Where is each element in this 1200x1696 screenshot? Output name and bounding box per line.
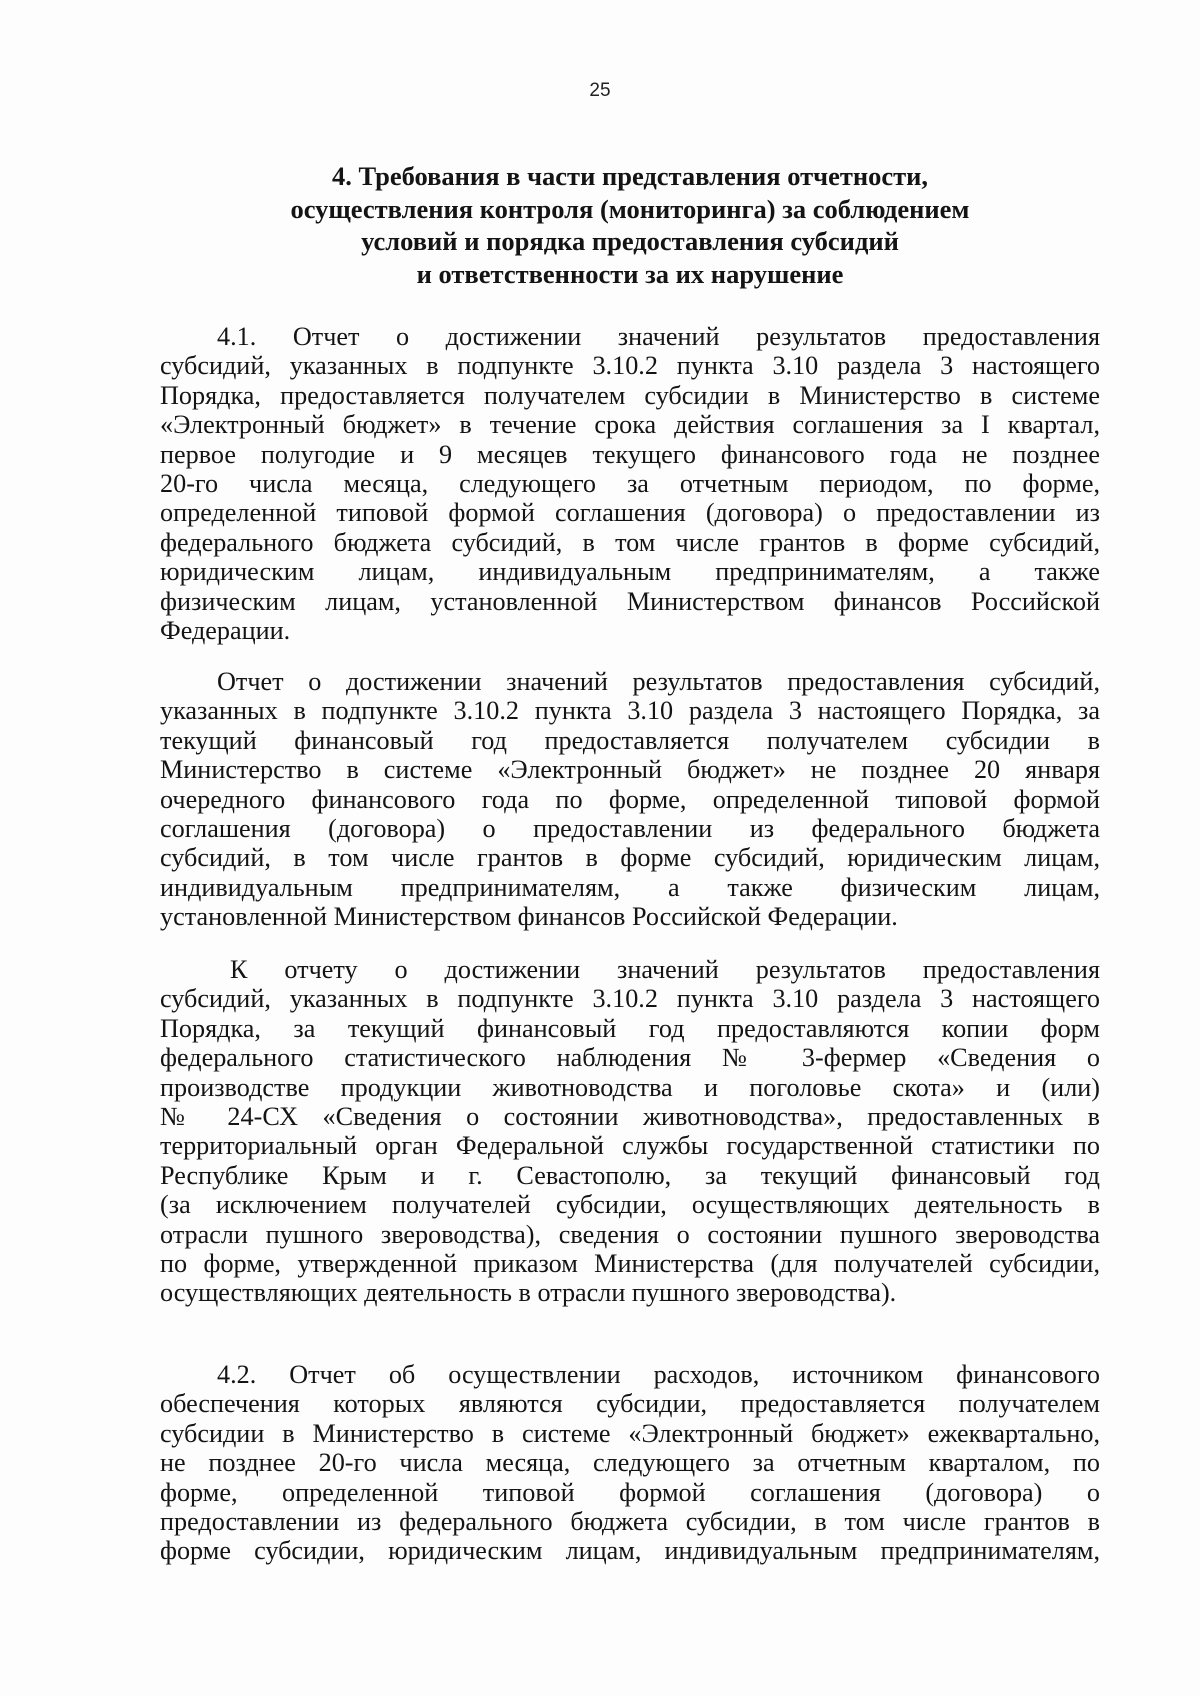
- paragraph-4-2: [160, 1360, 1100, 1566]
- text-line: физическим лицам, установленной Министерством финансов Российской: [160, 586, 1100, 616]
- text-line: определенной типовой формой соглашения (договора) о предоставлении из: [160, 498, 1100, 528]
- heading-line: условий и порядка предоставления субсидий: [361, 226, 899, 256]
- text-line: обеспечения которых являются субсидии, предоставляется получателем: [160, 1389, 1100, 1419]
- text-line: субсидий, указанных в подпункте 3.10.2 пункта 3.10 раздела 3 настоящего: [160, 351, 1100, 381]
- text-line: Порядка, предоставляется получателем субсидии в Министерство в системе: [160, 380, 1100, 410]
- text-line: К отчету о достижении значений результатов предоставления: [230, 955, 1100, 984]
- text-line: текущий финансовый год предоставляется получателем субсидии в: [160, 725, 1100, 755]
- text-line: установленной Министерством финансов Российской Федерации.: [160, 902, 898, 932]
- text-line: субсидий, указанных в подпункте 3.10.2 пункта 3.10 раздела 3 настоящего: [160, 984, 1100, 1014]
- paragraph-report-attachments: [160, 955, 1100, 1308]
- text-line: Порядка, за текущий финансовый год предоставляются копии форм: [160, 1013, 1100, 1043]
- text-line: осуществляющих деятельность в отрасли пушного звероводства).: [160, 1278, 897, 1308]
- text-line: территориальный орган Федеральной службы государственной статистики по: [160, 1131, 1100, 1161]
- text-line: отрасли пушного звероводства), сведения о состоянии пушного звероводства: [160, 1219, 1100, 1249]
- text-line: федерального бюджета субсидий, в том числе грантов в форме субсидий,: [160, 527, 1100, 557]
- paragraph-annual-report: [160, 667, 1100, 932]
- text-line: федерального статистического наблюдения № 3-фермер «Сведения о: [160, 1043, 1100, 1073]
- heading-line: осуществления контроля (мониторинга) за соблюдением: [290, 193, 970, 224]
- text-line: Федерации.: [160, 615, 291, 645]
- text-line: № 24-СХ «Сведения о состоянии животноводства», предоставленных в: [160, 1101, 1100, 1131]
- text-line: 4.2. Отчет об осуществлении расходов, источником финансового: [217, 1360, 1100, 1389]
- heading-line: и ответственности за их нарушение: [416, 258, 844, 289]
- text-line: 20-го числа месяца, следующего за отчетным периодом, по форме,: [160, 468, 1100, 498]
- text-line: субсидий, в том числе грантов в форме субсидий, юридическим лицам,: [160, 843, 1100, 873]
- text-line: указанных в подпункте 3.10.2 пункта 3.10 раздела 3 настоящего Порядка, за: [160, 696, 1100, 726]
- paragraph-4-1: [160, 322, 1100, 645]
- text-line: Министерство в системе «Электронный бюджет» не позднее 20 января: [160, 755, 1100, 785]
- heading-line: 4. Требования в части представления отчетности,: [331, 161, 929, 191]
- text-line: соглашения (договора) о предоставлении из федерального бюджета: [160, 813, 1100, 843]
- text-line: Республике Крым и г. Севастополю, за текущий финансовый год: [160, 1160, 1100, 1190]
- text-line: форме, определенной типовой формой соглашения (договора) о: [160, 1477, 1100, 1507]
- text-line: 4.1. Отчет о достижении значений результатов предоставления: [217, 322, 1100, 351]
- text-line: «Электронный бюджет» в течение срока действия соглашения за I квартал,: [160, 410, 1100, 440]
- text-line: предоставлении из федерального бюджета субсидии, в том числе грантов в: [160, 1506, 1100, 1536]
- page-number: 25: [589, 80, 611, 101]
- text-line: очередного финансового года по форме, определенной типовой формой: [160, 784, 1100, 814]
- text-line: (за исключением получателей субсидии, осуществляющих деятельность в: [160, 1190, 1100, 1220]
- text-line: производстве продукции животноводства и поголовье скота» и (или): [160, 1072, 1100, 1102]
- text-line: субсидии в Министерство в системе «Электронный бюджет» ежеквартально,: [160, 1418, 1100, 1448]
- text-line: первое полугодие и 9 месяцев текущего финансового года не позднее: [160, 439, 1100, 469]
- section-heading: [160, 160, 1100, 290]
- text-line: форме субсидии, юридическим лицам, индивидуальным предпринимателям,: [160, 1536, 1100, 1566]
- text-line: индивидуальным предпринимателям, а также физическим лицам,: [160, 872, 1100, 902]
- text-line: Отчет о достижении значений результатов предоставления субсидий,: [217, 667, 1100, 696]
- text-line: по форме, утвержденной приказом Министерства (для получателей субсидии,: [160, 1248, 1100, 1278]
- text-line: юридическим лицам, индивидуальным предпринимателям, а также: [160, 557, 1100, 587]
- text-line: не позднее 20-го числа месяца, следующего за отчетным кварталом, по: [160, 1448, 1100, 1478]
